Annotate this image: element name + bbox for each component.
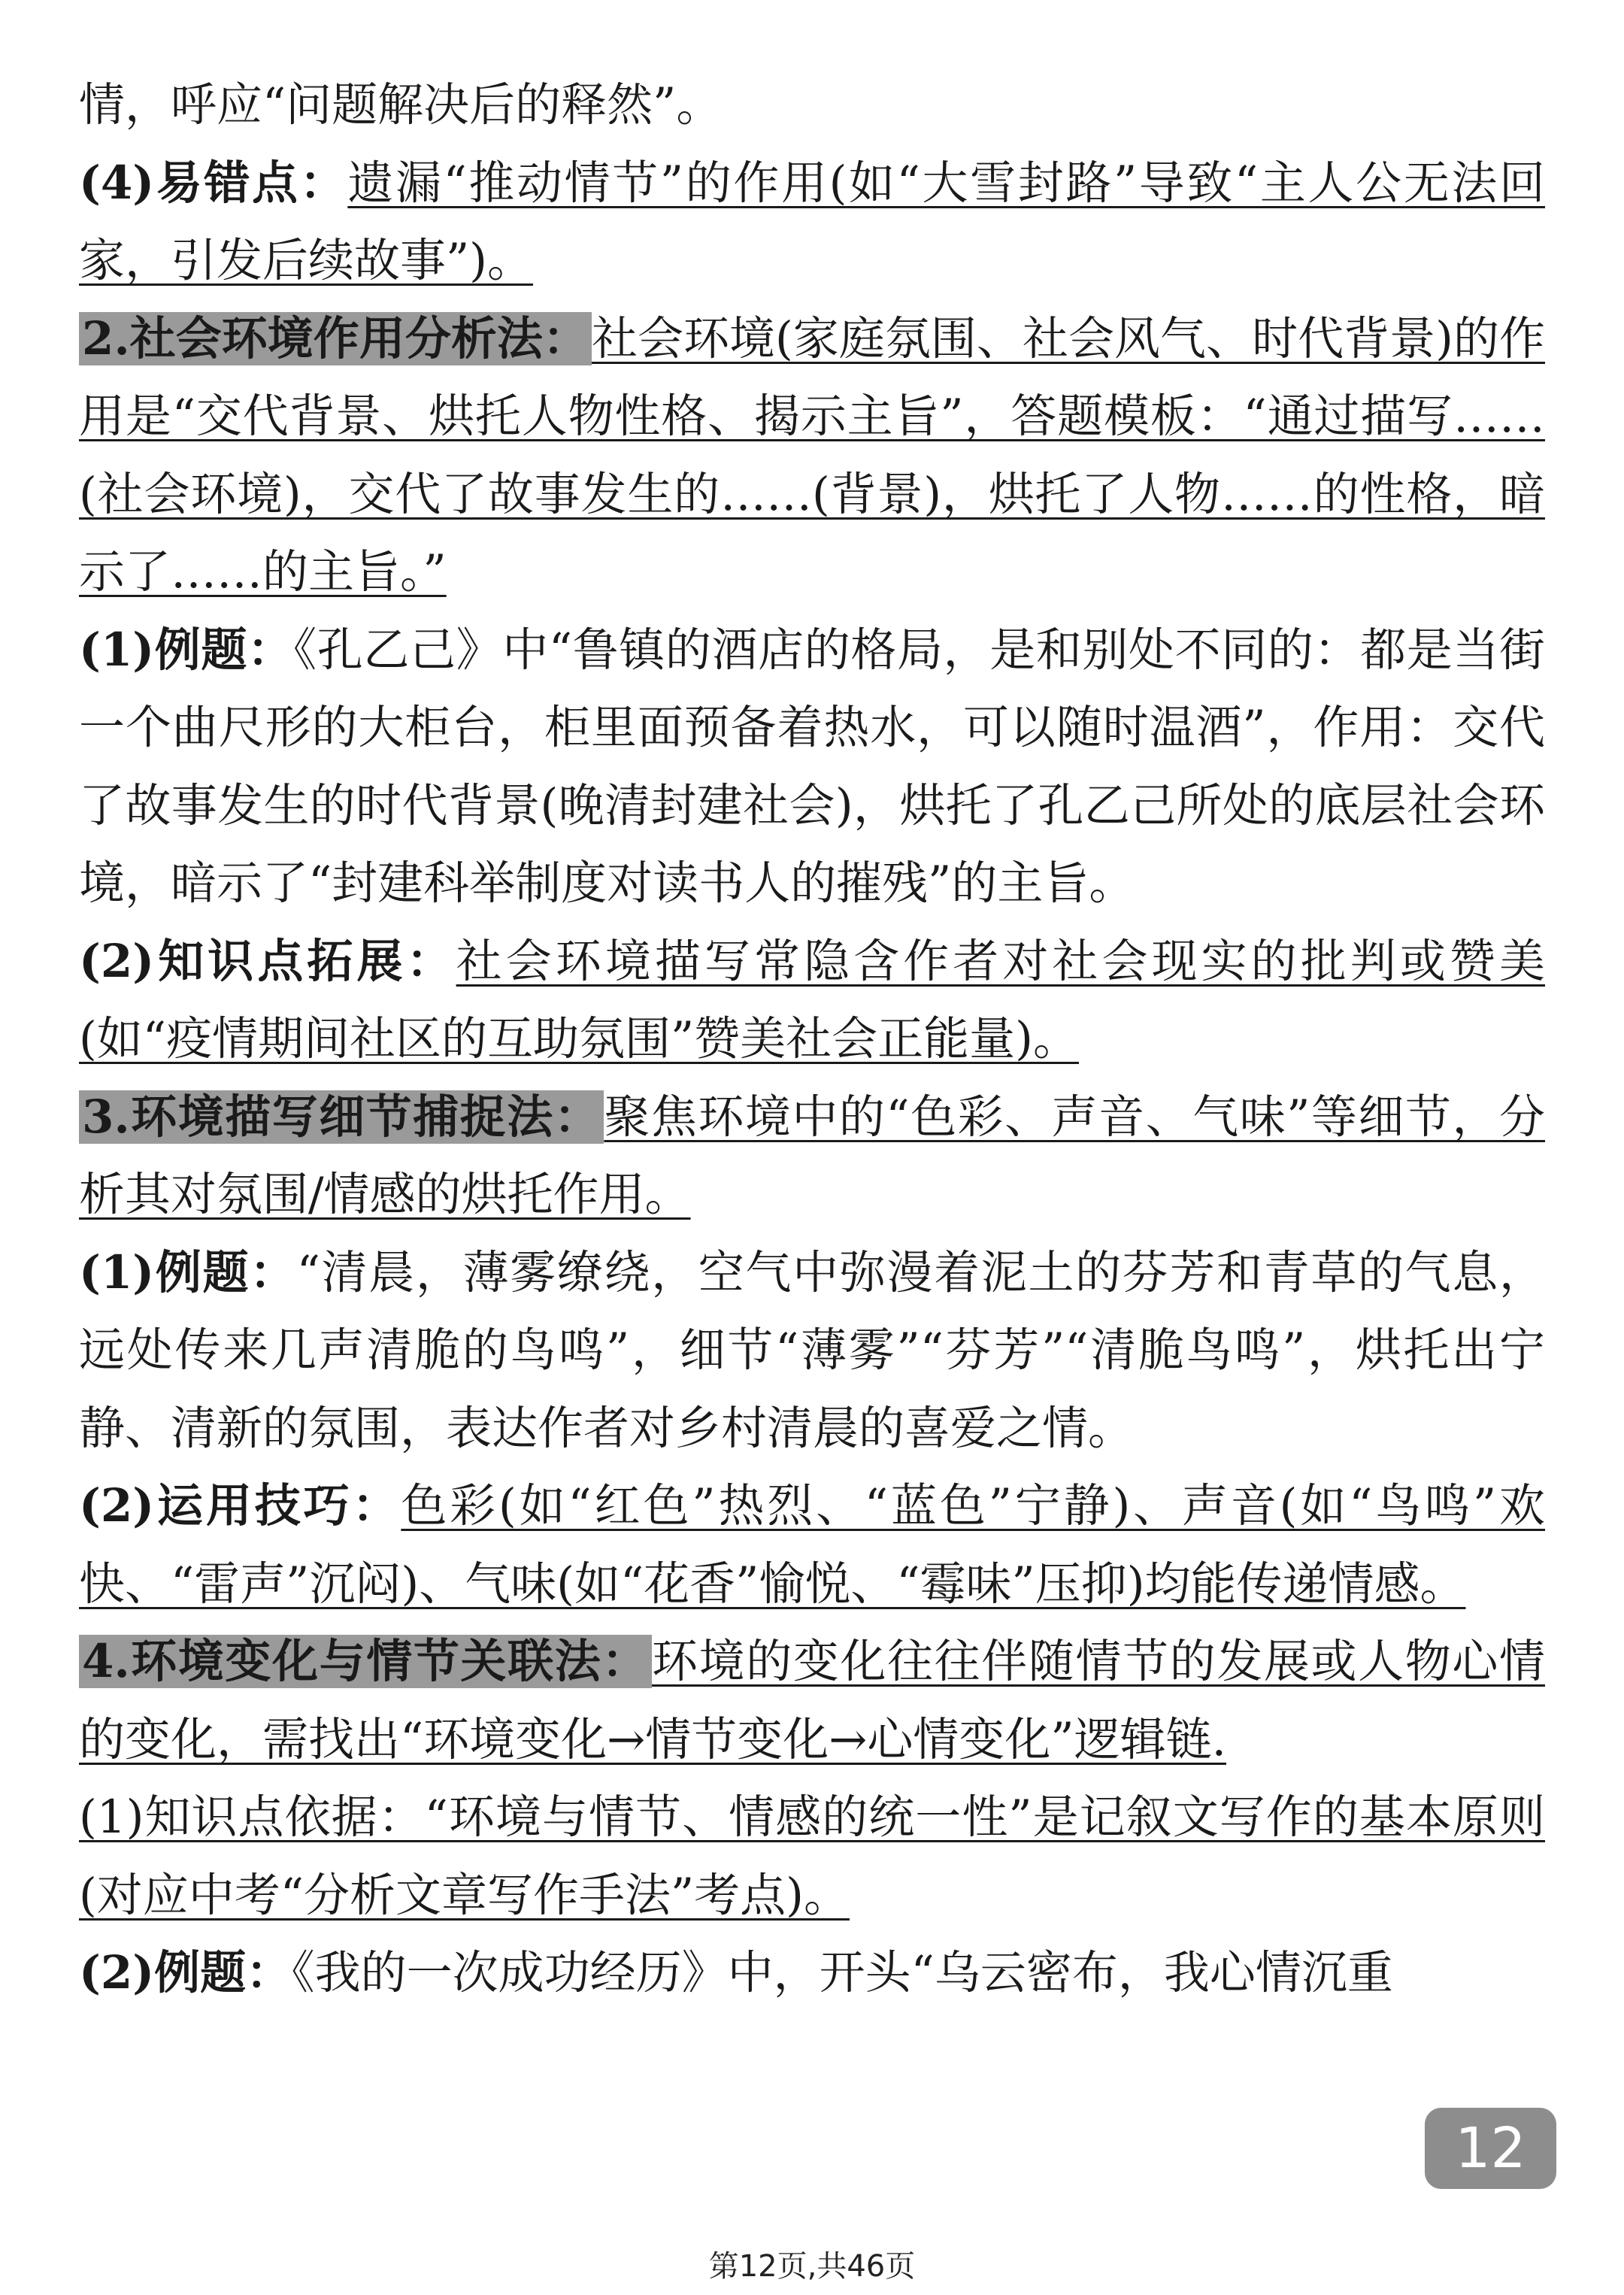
section-4-intro [79, 1623, 1545, 1778]
section-4-example [79, 1934, 1545, 2012]
section-3-intro [79, 1078, 1545, 1234]
page-number-badge: 12 [1425, 2108, 1556, 2189]
paragraph-continuation [79, 66, 1545, 144]
section-4-example-text: 《我的一次成功经历》中，开头“乌云密布，我心情沉重 [292, 1946, 1393, 1999]
section-3-example [79, 1234, 1545, 1468]
section-3-example-label: (1)例题： [79, 1245, 297, 1299]
section-4-heading: 4.环境变化与情节关联法： [79, 1635, 652, 1688]
section-3-example-text: “清晨，薄雾缭绕，空气中弥漫着泥土的芬芳和青草的气息，远处传来几声清脆的鸟鸣”，细节“薄雾”“芬芳”“清脆鸟鸣”，烘托出宁静、清新的氛围，表达作者对乡村清晨的喜爱之情。 [79, 1245, 1545, 1455]
continuation-text: 情，呼应“问题解决后的释然”。 [79, 78, 723, 132]
section-2-knowledge-label: (2)知识点拓展： [79, 934, 456, 988]
section-4-basis [79, 1778, 1545, 1934]
section-2-heading: 2.社会环境作用分析法： [79, 312, 592, 365]
document-body [79, 66, 1545, 2012]
page-footer: 第12页,共46页 [708, 2249, 916, 2284]
section-2-example-label: (1)例题： [79, 623, 294, 677]
mistake-label: (4)易错点： [79, 156, 348, 210]
section-2-example [79, 611, 1545, 923]
section-3-tip-label: (2)运用技巧： [79, 1479, 401, 1533]
section-2-knowledge [79, 923, 1545, 1078]
section-2-intro [79, 300, 1545, 611]
section-3-tip [79, 1467, 1545, 1623]
section-3-heading: 3.环境描写细节捕捉法： [79, 1090, 604, 1144]
section-2-text: 社会环境(家庭氛围、社会风气、时代背景)的作用是“交代背景、烘托人物性格、揭示主旨”，答题模板：“通过描写……(社会环境)，交代了故事发生的……(背景)，烘托了人物……的性格，暗示了……的主旨。” [79, 311, 1545, 599]
section-4-example-label: (2)例题： [79, 1946, 292, 1999]
mistake-text: 遗漏“推动情节”的作用(如“大雪封路”导致“主人公无法回家，引发后续故事”)。 [79, 156, 1545, 287]
section-4-text: 环境的变化往往伴随情节的发展或人物心情的变化，需找出“环境变化→情节变化→心情变化”逻辑链. [79, 1635, 1545, 1766]
section-4-basis-text: (1)知识点依据：“环境与情节、情感的统一性”是记叙文写作的基本原则(对应中考“分析文章写作手法”考点)。 [79, 1790, 1545, 1922]
section-3-text: 聚焦环境中的“色彩、声音、气味”等细节，分析其对氛围/情感的烘托作用。 [79, 1090, 1545, 1221]
section-3-tip-text: 色彩(如“红色”热烈、“蓝色”宁静)、声音(如“鸟鸣”欢快、“雷声”沉闷)、气味(如“花香”愉悦、“霉味”压抑)均能传递情感。 [79, 1479, 1546, 1611]
section-2-knowledge-text: 社会环境描写常隐含作者对社会现实的批判或赞美(如“疫情期间社区的互助氛围”赞美社会正能量)。 [79, 934, 1545, 1066]
section-2-example-text: 《孔乙己》中“鲁镇的酒店的格局，是和别处不同的：都是当街一个曲尺形的大柜台，柜里面预备着热水，可以随时温酒”，作用：交代了故事发生的时代背景(晚清封建社会)，烘托了孔乙己所处的底层社会环境，暗示了“封建科举制度对读书人的摧残”的主旨。 [79, 623, 1545, 910]
paragraph-common-mistake [79, 144, 1545, 300]
